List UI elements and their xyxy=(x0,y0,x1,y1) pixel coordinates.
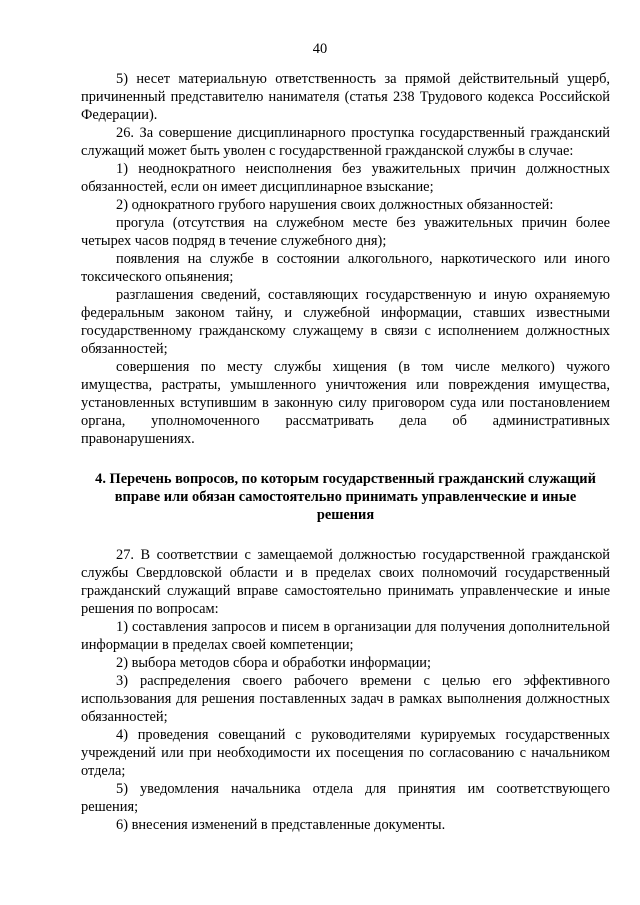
paragraph: 5) несет материальную ответственность за прямой действительный ущерб, причиненный представителю нанимателя (статья 238 Трудового кодекса Российской Федерации). xyxy=(81,71,610,123)
paragraph: 3) распределения своего рабочего времени с целью его эффективного использования для решения поставленных задач в рамках выполнения должностных обязанностей; xyxy=(81,673,610,725)
paragraph: 2) выбора методов сбора и обработки информации; xyxy=(116,655,431,671)
paragraph: 2) однократного грубого нарушения своих должностных обязанностей: xyxy=(116,197,554,213)
paragraph: 4) проведения совещаний с руководителями курируемых государственных учреждений или при необходимости их посещения по согласованию с начальником отдела; xyxy=(81,727,610,779)
section-heading: 4. Перечень вопросов, по которым государственный гражданский служащий вправе или обязан самостоятельно принимать управленческие и иные решения xyxy=(95,471,596,523)
paragraphs-before-heading xyxy=(81,70,610,448)
paragraph: 5) уведомления начальника отдела для принятия им соответствующего решения; xyxy=(81,781,610,815)
paragraphs-after-heading xyxy=(81,546,610,834)
paragraph: 27. В соответствии с замещаемой должностью государственной гражданской службы Свердловской области и в пределах своих полномочий государственный гражданский служащий вправе самостоятельно принимать управленческие и иные решения по вопросам: xyxy=(81,547,610,617)
paragraph: 1) составления запросов и писем в организации для получения дополнительной информации в пределах своей компетенции; xyxy=(81,619,610,653)
paragraph: 26. За совершение дисциплинарного проступка государственный гражданский служащий может быть уволен с государственной гражданской службы в случае: xyxy=(81,125,610,159)
paragraph: 1) неоднократного неисполнения без уважительных причин должностных обязанностей, если он имеет дисциплинарное взыскание; xyxy=(81,161,610,195)
paragraph: совершения по месту службы хищения (в том числе мелкого) чужого имущества, растраты, умышленного уничтожения или повреждения имущества, установленных вступившим в законную силу приговором суда или постановлением органа, уполномоченного рассматривать дела об административных правонарушениях. xyxy=(81,359,610,447)
document-body xyxy=(81,70,610,834)
page-number: 40 xyxy=(312,41,328,57)
paragraph: прогула (отсутствия на служебном месте без уважительных причин более четырех часов подряд в течение служебного дня); xyxy=(81,215,610,249)
paragraph: разглашения сведений, составляющих государственную и иную охраняемую федеральным законом тайну, и служебной информации, ставших известными государственному гражданскому служащему в связи с исполнением должностных обязанностей; xyxy=(81,287,610,357)
paragraph: появления на службе в состоянии алкогольного, наркотического или иного токсического опьянения; xyxy=(81,251,610,285)
paragraph: 6) внесения изменений в представленные документы. xyxy=(116,817,446,833)
